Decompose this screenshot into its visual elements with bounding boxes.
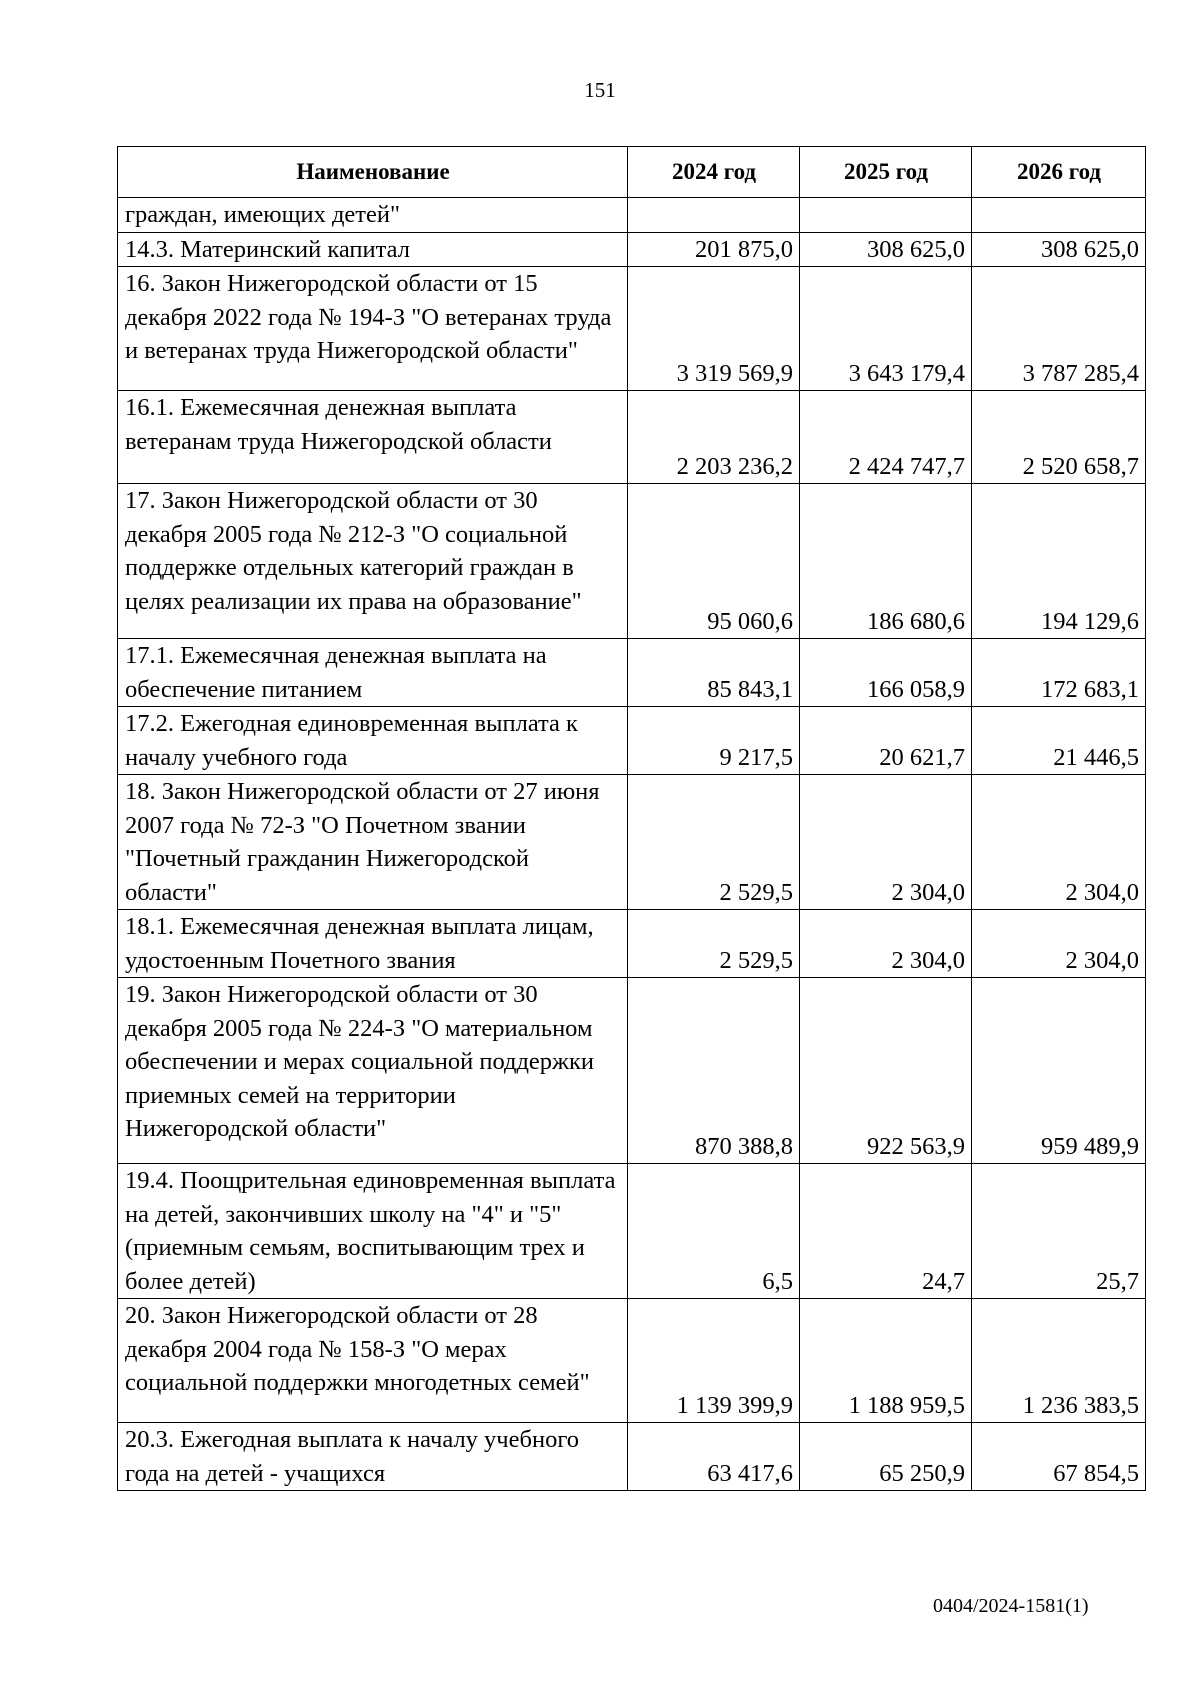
row-2024-cell: 63 417,6 xyxy=(628,1423,800,1491)
row-2025-cell: 186 680,6 xyxy=(800,484,972,639)
table-row xyxy=(118,639,1146,707)
row-2026-cell: 2 304,0 xyxy=(972,910,1146,978)
row-2026-cell: 172 683,1 xyxy=(972,639,1146,707)
row-2025-cell: 2 304,0 xyxy=(800,910,972,978)
row-2026-cell: 1 236 383,5 xyxy=(972,1299,1146,1423)
row-2026-cell: 308 625,0 xyxy=(972,232,1146,267)
header-2025: 2025 год xyxy=(800,147,972,198)
row-2024-cell: 9 217,5 xyxy=(628,707,800,775)
row-2025-cell: 65 250,9 xyxy=(800,1423,972,1491)
row-2024-cell: 2 529,5 xyxy=(628,910,800,978)
row-name-cell: 17.1. Ежемесячная денежная выплата на обеспечение питанием xyxy=(118,639,628,707)
row-2026-cell: 2 520 658,7 xyxy=(972,391,1146,484)
row-name-cell: 18. Закон Нижегородской области от 27 июня 2007 года № 72-З "О Почетном звании "Почетный гражданин Нижегородской области" xyxy=(118,775,628,910)
row-2026-cell: 194 129,6 xyxy=(972,484,1146,639)
table-row xyxy=(118,910,1146,978)
page-number: 151 xyxy=(584,78,616,102)
row-2024-cell: 201 875,0 xyxy=(628,232,800,267)
table-row xyxy=(118,232,1146,267)
row-2025-cell: 308 625,0 xyxy=(800,232,972,267)
table-row xyxy=(118,391,1146,484)
row-name-cell: граждан, имеющих детей" xyxy=(118,198,628,233)
table-row xyxy=(118,775,1146,910)
row-name-cell: 17. Закон Нижегородской области от 30 декабря 2005 года № 212-З "О социальной поддержке отдельных категорий граждан в целях реализации их права на образование" xyxy=(118,484,628,639)
table-row xyxy=(118,484,1146,639)
row-name-cell: 18.1. Ежемесячная денежная выплата лицам, удостоенным Почетного звания xyxy=(118,910,628,978)
table-row xyxy=(118,707,1146,775)
row-2024-cell: 2 203 236,2 xyxy=(628,391,800,484)
row-2024-cell: 95 060,6 xyxy=(628,484,800,639)
row-name-cell: 14.3. Материнский капитал xyxy=(118,232,628,267)
budget-table xyxy=(117,146,1146,1491)
row-2025-cell xyxy=(800,198,972,233)
row-2024-cell: 2 529,5 xyxy=(628,775,800,910)
row-name-cell: 16. Закон Нижегородской области от 15 декабря 2022 года № 194-З "О ветеранах труда и ветеранах труда Нижегородской области" xyxy=(118,267,628,391)
table-header xyxy=(118,147,1146,198)
row-2025-cell: 166 058,9 xyxy=(800,639,972,707)
table-body xyxy=(118,198,1146,1491)
row-2025-cell: 2 424 747,7 xyxy=(800,391,972,484)
row-2025-cell: 922 563,9 xyxy=(800,978,972,1164)
row-2025-cell: 24,7 xyxy=(800,1164,972,1299)
row-2026-cell: 959 489,9 xyxy=(972,978,1146,1164)
row-2024-cell: 6,5 xyxy=(628,1164,800,1299)
row-2024-cell: 870 388,8 xyxy=(628,978,800,1164)
row-name-cell: 20. Закон Нижегородской области от 28 декабря 2004 года № 158-З "О мерах социальной поддержки многодетных семей" xyxy=(118,1299,628,1423)
row-name-cell: 20.3. Ежегодная выплата к началу учебного года на детей - учащихся xyxy=(118,1423,628,1491)
row-2026-cell: 3 787 285,4 xyxy=(972,267,1146,391)
header-2026: 2026 год xyxy=(972,147,1146,198)
table-row xyxy=(118,1164,1146,1299)
header-name: Наименование xyxy=(118,147,628,198)
table-row xyxy=(118,978,1146,1164)
row-2026-cell: 67 854,5 xyxy=(972,1423,1146,1491)
row-2025-cell: 1 188 959,5 xyxy=(800,1299,972,1423)
row-name-cell: 19.4. Поощрительная единовременная выплата на детей, закончивших школу на "4" и "5" (приемным семьям, воспитывающим трех и более детей) xyxy=(118,1164,628,1299)
row-2026-cell: 21 446,5 xyxy=(972,707,1146,775)
row-name-cell: 16.1. Ежемесячная денежная выплата ветеранам труда Нижегородской области xyxy=(118,391,628,484)
header-row xyxy=(118,147,1146,198)
row-2024-cell: 1 139 399,9 xyxy=(628,1299,800,1423)
table-row xyxy=(118,1423,1146,1491)
table-row xyxy=(118,1299,1146,1423)
document-code: 0404/2024-1581(1) xyxy=(933,1595,1089,1617)
row-name-cell: 17.2. Ежегодная единовременная выплата к началу учебного года xyxy=(118,707,628,775)
row-2026-cell: 2 304,0 xyxy=(972,775,1146,910)
row-name-cell: 19. Закон Нижегородской области от 30 декабря 2005 года № 224-З "О материальном обеспечении и мерах социальной поддержки приемных семей на территории Нижегородской области" xyxy=(118,978,628,1164)
row-2024-cell: 85 843,1 xyxy=(628,639,800,707)
row-2025-cell: 3 643 179,4 xyxy=(800,267,972,391)
table-row xyxy=(118,267,1146,391)
row-2024-cell: 3 319 569,9 xyxy=(628,267,800,391)
row-2026-cell: 25,7 xyxy=(972,1164,1146,1299)
header-2024: 2024 год xyxy=(628,147,800,198)
row-2024-cell xyxy=(628,198,800,233)
row-2025-cell: 20 621,7 xyxy=(800,707,972,775)
table-row xyxy=(118,198,1146,233)
row-2025-cell: 2 304,0 xyxy=(800,775,972,910)
row-2026-cell xyxy=(972,198,1146,233)
